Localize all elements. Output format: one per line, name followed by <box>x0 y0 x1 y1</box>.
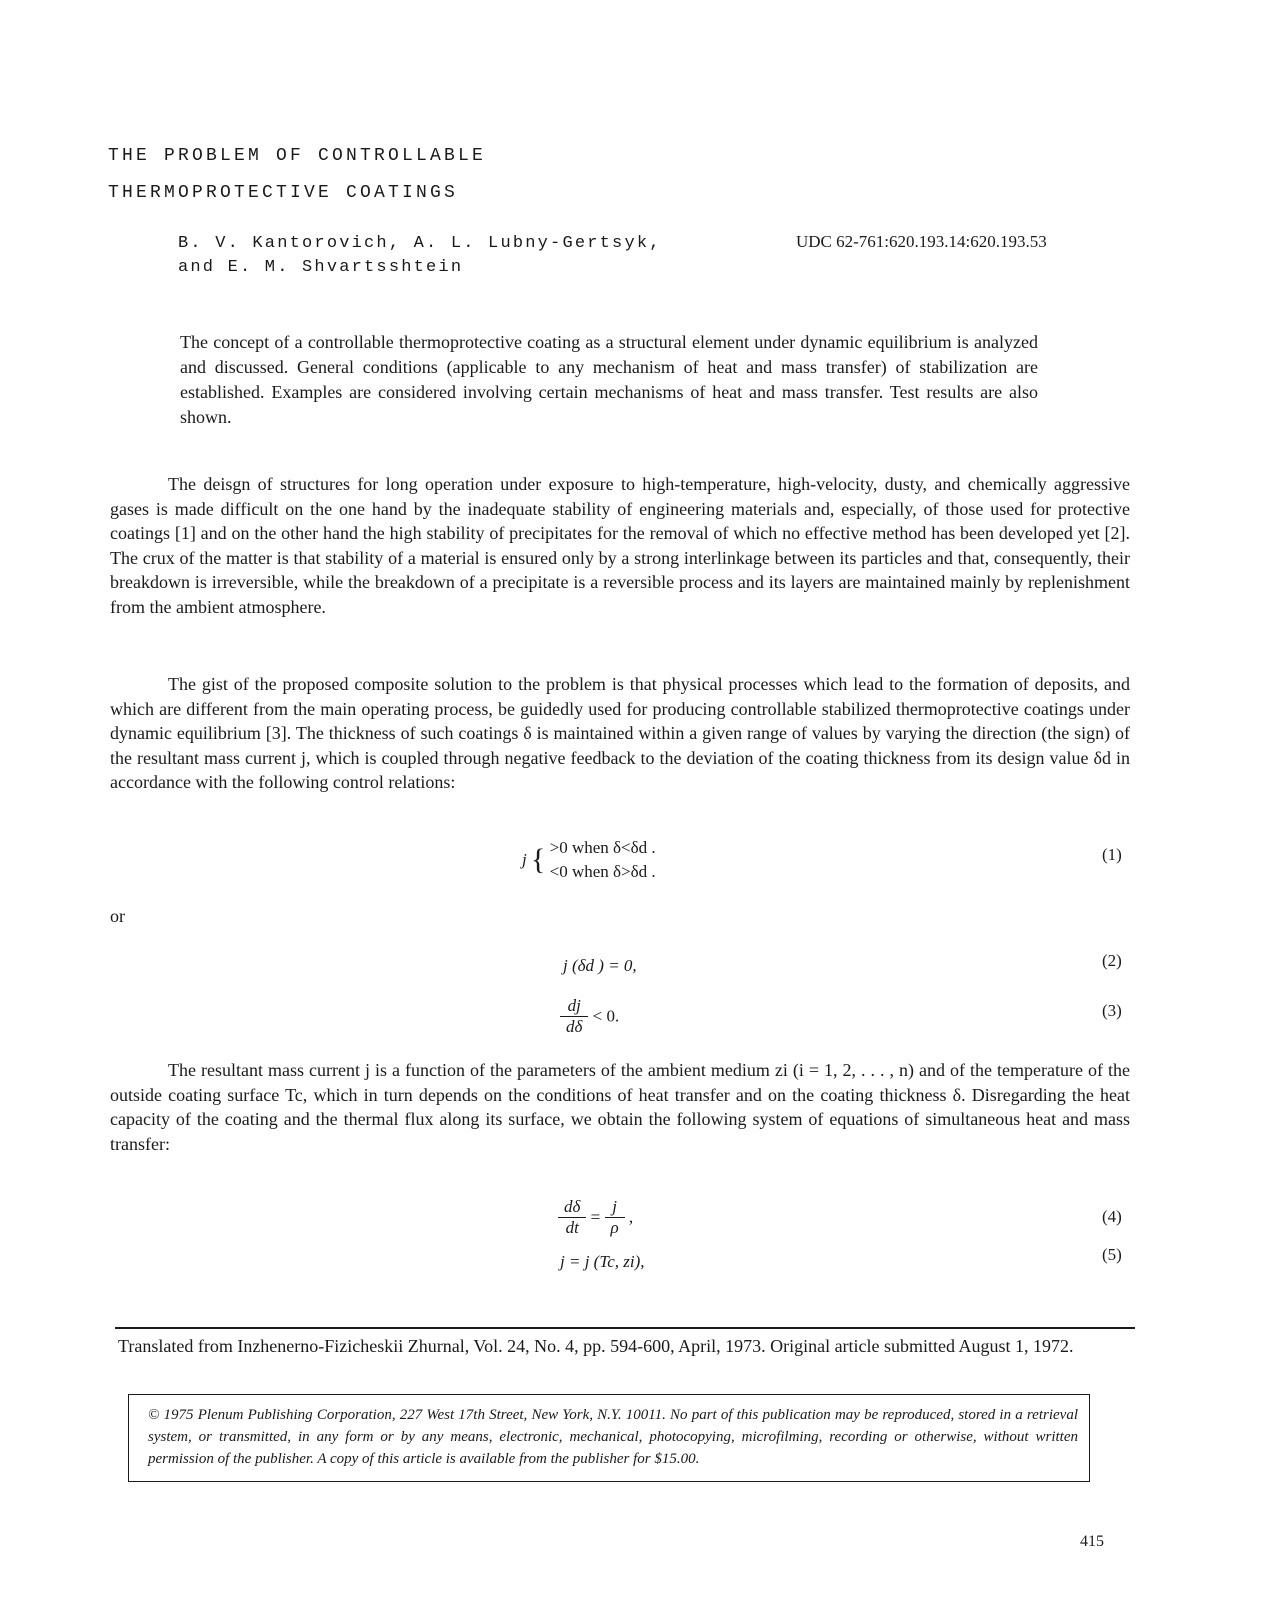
equation-3-rhs: < 0. <box>592 1006 620 1026</box>
equation-1-number: (1) <box>1102 845 1122 864</box>
equation-5-number: (5) <box>1102 1245 1122 1264</box>
body-paragraph-2: The gist of the proposed composite solution to the problem is that physical processes which lead to the formation of deposits, and which are different from the main operating process, be guidedly used for producing controllable stabilized thermoprotective coatings under dynamic equilibrium [3]. The thickness of such coatings δ is maintained within a given range of values by varying the direction (the sign) of the resultant mass current j, which is coupled through negative feedback to the deviation of the coating thickness from its design value δd in accordance with the following control relations: <box>110 674 1130 792</box>
or-connector: or <box>110 906 125 926</box>
udc-code: UDC 62-761:620.193.14:620.193.53 <box>796 232 1047 251</box>
authors-line-2: and E. M. Shvartsshtein <box>178 258 464 277</box>
equation-4-lhs-numerator: dδ <box>558 1197 586 1218</box>
equation-4-equals: = <box>590 1207 601 1227</box>
equation-5: j = j (Tc, zi), <box>560 1252 645 1271</box>
equation-3-numerator: dj <box>560 996 588 1017</box>
equation-4-lhs-fraction <box>558 1197 586 1238</box>
equation-4-rhs-fraction <box>605 1197 625 1238</box>
copyright-notice: © 1975 Plenum Publishing Corporation, 227 West 17th Street, New York, N.Y. 10011. No part of this publication may be reproduced, stored in a retrieval system, or transmitted, in any form or by any means, electronic, mechanical, photocopying, microfilming, recording or otherwise, without written permission of the publisher. A copy of this article is available from the publisher for $15.00. <box>148 1407 1078 1467</box>
equation-1-cases <box>550 836 656 884</box>
equation-1-case-1: >0 when δ<δd . <box>549 838 656 857</box>
equation-1-brace: { <box>530 843 546 876</box>
body-paragraph-1: The deisgn of structures for long operation under exposure to high-temperature, high-velocity, dusty, and chemically aggressive gases is made difficult on the one hand by the inadequate stability of engineering materials and, especially, of those used for protective coatings [1] and on the other hand the high stability of precipitates for the removal of which no effective method has been developed yet [2]. The crux of the matter is that stability of a material is ensured only by a strong interlinkage between its particles and that, consequently, their breakdown is irreversible, while the breakdown of a precipitate is a reversible process and its layers are maintained mainly by replenishment from the ambient atmosphere. <box>110 474 1130 617</box>
article-title-line-2: THERMOPROTECTIVE COATINGS <box>108 183 459 203</box>
abstract: The concept of a controllable thermoprotective coating as a structural element under dynamic equilibrium is analyzed and discussed. General conditions (applicable to any mechanism of heat and mass transfer) of stabilization are established. Examples are considered involving certain mechanisms of heat and mass transfer. Test results are also shown. <box>180 332 1038 427</box>
equation-2-number: (2) <box>1102 951 1122 970</box>
translation-footnote: Translated from Inzhenerno-Fizicheskii Zhurnal, Vol. 24, No. 4, pp. 594-600, April, 1973. Original article submitted August 1, 1972. <box>118 1336 1074 1356</box>
equation-4-rhs-numerator: j <box>605 1197 625 1218</box>
equation-4-lhs-denominator: dt <box>565 1218 579 1237</box>
equation-4 <box>558 1197 633 1238</box>
equation-1-case-2: <0 when δ>δd . <box>549 862 656 881</box>
equation-1 <box>522 836 656 884</box>
equation-1-lhs: j <box>522 850 527 869</box>
equation-4-number: (4) <box>1102 1207 1122 1226</box>
equation-3-number: (3) <box>1102 1001 1122 1020</box>
equation-4-tail: , <box>628 1207 634 1227</box>
page-number: 415 <box>1080 1533 1104 1550</box>
equation-2: j (δd ) = 0, <box>563 956 637 975</box>
equation-3-fraction <box>560 996 588 1037</box>
equation-4-rhs-denominator: ρ <box>610 1218 619 1237</box>
authors-line-1: B. V. Kantorovich, A. L. Lubny-Gertsyk, <box>178 234 662 253</box>
body-paragraph-3: The resultant mass current j is a function of the parameters of the ambient medium zi (i = 1, 2, . . . , n) and of the temperature of the outside coating surface Tc, which in turn depends on the conditions of heat transfer and on the coating thickness δ. Disregarding the heat capacity of the coating and the thermal flux along its surface, we obtain the following system of equations of simultaneous heat and mass transfer: <box>110 1060 1130 1154</box>
authors <box>178 232 662 280</box>
equation-3-denominator: dδ <box>566 1017 583 1036</box>
equation-3 <box>560 996 619 1037</box>
footnote-divider <box>115 1327 1135 1329</box>
article-title-line-1: THE PROBLEM OF CONTROLLABLE <box>108 146 487 166</box>
